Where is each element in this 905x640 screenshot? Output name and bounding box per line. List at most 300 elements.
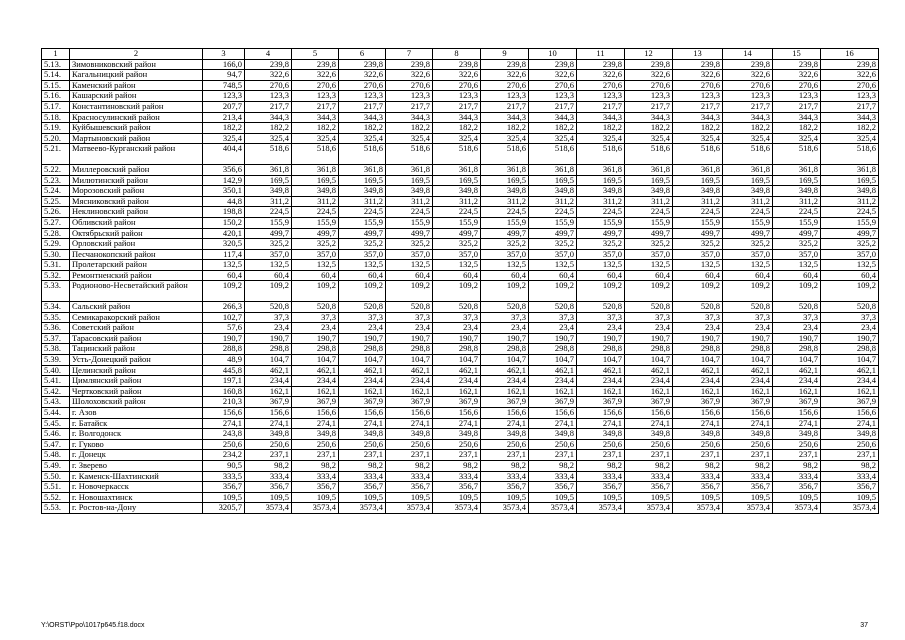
value-cell: 462,1 [773,365,821,376]
column-header: 16 [821,49,879,60]
value-cell: 322,6 [673,70,723,81]
value-cell: 325,4 [673,133,723,144]
row-name: Орловский район [70,239,203,250]
value-cell: 250,6 [433,439,481,450]
value-cell: 237,1 [386,450,433,461]
row-name: г. Ростов-на-Дону [70,503,203,514]
value-cell: 217,7 [292,101,339,112]
value-cell: 349,8 [386,429,433,440]
value-cell: 367,9 [773,397,821,408]
row-number: 5.38. [42,344,70,355]
value-cell: 356,7 [481,482,529,493]
value-cell: 239,8 [245,59,292,70]
value-cell: 344,3 [529,112,577,123]
value-cell: 234,4 [625,376,673,387]
value-cell: 109,5 [203,492,245,503]
value-cell: 349,8 [339,186,386,197]
value-cell: 520,8 [673,302,723,313]
value-cell: 367,9 [673,397,723,408]
value-cell: 333,4 [529,471,577,482]
table-row [42,471,879,482]
value-cell: 356,7 [529,482,577,493]
row-name: Милютинский район [70,175,203,186]
row-name: г. Азов [70,408,203,419]
value-cell: 518,6 [292,144,339,165]
value-cell: 420,1 [203,228,245,239]
value-cell: 217,7 [339,101,386,112]
value-cell: 109,5 [386,492,433,503]
value-cell: 162,1 [245,386,292,397]
value-cell: 162,1 [625,386,673,397]
value-cell: 499,7 [577,228,625,239]
row-number: 5.15. [42,80,70,91]
value-cell: 109,2 [723,281,773,302]
data-table [41,48,879,514]
value-cell: 198,8 [203,207,245,218]
value-cell: 237,1 [245,450,292,461]
value-cell: 109,5 [625,492,673,503]
value-cell: 325,2 [673,239,723,250]
value-cell: 160,8 [203,386,245,397]
value-cell: 224,5 [481,207,529,218]
table-row [42,503,879,514]
value-cell: 325,4 [577,133,625,144]
value-cell: 349,8 [529,429,577,440]
value-cell: 123,3 [577,91,625,102]
value-cell: 104,7 [433,355,481,366]
value-cell: 344,3 [245,112,292,123]
value-cell: 123,3 [386,91,433,102]
value-cell: 156,6 [625,408,673,419]
value-cell: 132,5 [673,260,723,271]
value-cell: 237,1 [481,450,529,461]
value-cell: 37,3 [723,312,773,323]
value-cell: 518,6 [723,144,773,165]
table-row [42,207,879,218]
value-cell: 270,6 [723,80,773,91]
value-cell: 270,6 [339,80,386,91]
value-cell: 520,8 [245,302,292,313]
value-cell: 37,3 [292,312,339,323]
value-cell: 520,8 [386,302,433,313]
value-cell: 23,4 [821,323,879,334]
value-cell: 234,4 [245,376,292,387]
value-cell: 270,6 [821,80,879,91]
value-cell: 155,9 [723,217,773,228]
value-cell: 518,6 [386,144,433,165]
value-cell: 109,2 [577,281,625,302]
value-cell: 213,4 [203,112,245,123]
value-cell: 357,0 [481,249,529,260]
value-cell: 357,0 [625,249,673,260]
value-cell: 367,9 [339,397,386,408]
value-cell: 109,2 [386,281,433,302]
value-cell: 462,1 [529,365,577,376]
row-number: 5.27. [42,217,70,228]
value-cell: 169,5 [673,175,723,186]
value-cell: 104,7 [673,355,723,366]
value-cell: 162,1 [723,386,773,397]
value-cell: 298,8 [673,344,723,355]
table-row [42,492,879,503]
value-cell: 109,5 [433,492,481,503]
value-cell: 156,6 [723,408,773,419]
row-number: 5.24. [42,186,70,197]
value-cell: 23,4 [245,323,292,334]
value-cell: 190,7 [673,333,723,344]
row-number: 5.28. [42,228,70,239]
value-cell: 155,9 [386,217,433,228]
row-name: Мясниковский район [70,196,203,207]
value-cell: 123,3 [292,91,339,102]
value-cell: 356,7 [292,482,339,493]
value-cell: 234,4 [673,376,723,387]
value-cell: 132,5 [339,260,386,271]
value-cell: 356,6 [203,164,245,175]
value-cell: 361,8 [625,164,673,175]
value-cell: 182,2 [625,123,673,134]
value-cell: 499,7 [821,228,879,239]
value-cell: 37,3 [529,312,577,323]
value-cell: 462,1 [577,365,625,376]
value-cell: 298,8 [773,344,821,355]
row-number: 5.17. [42,101,70,112]
value-cell: 23,4 [773,323,821,334]
value-cell: 60,4 [245,270,292,281]
value-cell: 37,3 [245,312,292,323]
value-cell: 156,6 [773,408,821,419]
value-cell: 190,7 [577,333,625,344]
value-cell: 311,2 [339,196,386,207]
value-cell: 197,1 [203,376,245,387]
value-cell: 3573,4 [821,503,879,514]
value-cell: 349,8 [292,186,339,197]
row-number: 5.32. [42,270,70,281]
table-row [42,450,879,461]
value-cell: 356,7 [625,482,673,493]
value-cell: 155,9 [577,217,625,228]
value-cell: 333,4 [386,471,433,482]
value-cell: 333,4 [773,471,821,482]
value-cell: 217,7 [723,101,773,112]
value-cell: 250,6 [673,439,723,450]
value-cell: 123,3 [625,91,673,102]
value-cell: 518,6 [625,144,673,165]
table-row [42,228,879,239]
value-cell: 274,1 [673,418,723,429]
row-number: 5.39. [42,355,70,366]
value-cell: 37,3 [821,312,879,323]
value-cell: 333,4 [245,471,292,482]
table-row [42,397,879,408]
value-cell: 270,6 [773,80,821,91]
row-name: Неклиновский район [70,207,203,218]
value-cell: 349,8 [386,186,433,197]
column-header: 1 [42,49,70,60]
value-cell: 234,4 [773,376,821,387]
value-cell: 344,3 [292,112,339,123]
value-cell: 322,6 [433,70,481,81]
value-cell: 325,2 [292,239,339,250]
value-cell: 217,7 [625,101,673,112]
value-cell: 224,5 [625,207,673,218]
row-name: Целинский район [70,365,203,376]
value-cell: 322,6 [625,70,673,81]
value-cell: 169,5 [386,175,433,186]
value-cell: 499,7 [433,228,481,239]
value-cell: 361,8 [292,164,339,175]
value-cell: 357,0 [673,249,723,260]
value-cell: 162,1 [292,386,339,397]
value-cell: 325,4 [292,133,339,144]
value-cell: 404,4 [203,144,245,165]
value-cell: 361,8 [481,164,529,175]
value-cell: 98,2 [773,460,821,471]
value-cell: 109,5 [245,492,292,503]
value-cell: 518,6 [481,144,529,165]
value-cell: 37,3 [625,312,673,323]
value-cell: 60,4 [821,270,879,281]
value-cell: 274,1 [481,418,529,429]
value-cell: 156,6 [386,408,433,419]
value-cell: 361,8 [433,164,481,175]
value-cell: 325,2 [723,239,773,250]
value-cell: 156,6 [481,408,529,419]
value-cell: 325,2 [245,239,292,250]
value-cell: 98,2 [245,460,292,471]
value-cell: 166,0 [203,59,245,70]
value-cell: 23,4 [673,323,723,334]
value-cell: 270,6 [529,80,577,91]
row-name: Матвеево-Курганский район [70,144,203,165]
value-cell: 250,6 [481,439,529,450]
value-cell: 190,7 [292,333,339,344]
value-cell: 210,3 [203,397,245,408]
value-cell: 325,2 [481,239,529,250]
row-name: г. Батайск [70,418,203,429]
value-cell: 156,6 [529,408,577,419]
value-cell: 162,1 [433,386,481,397]
value-cell: 274,1 [433,418,481,429]
value-cell: 109,5 [339,492,386,503]
value-cell: 518,6 [339,144,386,165]
value-cell: 3573,4 [386,503,433,514]
value-cell: 239,8 [673,59,723,70]
value-cell: 462,1 [723,365,773,376]
value-cell: 298,8 [529,344,577,355]
value-cell: 325,4 [245,133,292,144]
value-cell: 23,4 [339,323,386,334]
value-cell: 109,2 [673,281,723,302]
value-cell: 325,4 [433,133,481,144]
row-name: Чертковский район [70,386,203,397]
value-cell: 155,9 [481,217,529,228]
value-cell: 237,1 [292,450,339,461]
value-cell: 357,0 [529,249,577,260]
table-row [42,133,879,144]
value-cell: 325,2 [773,239,821,250]
value-cell: 60,4 [625,270,673,281]
value-cell: 23,4 [481,323,529,334]
value-cell: 325,2 [577,239,625,250]
value-cell: 322,6 [529,70,577,81]
value-cell: 356,7 [673,482,723,493]
value-cell: 356,7 [821,482,879,493]
row-number: 5.53. [42,503,70,514]
row-name: Тарасовский район [70,333,203,344]
table-row [42,270,879,281]
value-cell: 239,8 [481,59,529,70]
value-cell: 217,7 [386,101,433,112]
value-cell: 333,4 [723,471,773,482]
value-cell: 162,1 [339,386,386,397]
value-cell: 123,3 [481,91,529,102]
value-cell: 182,2 [773,123,821,134]
value-cell: 298,8 [386,344,433,355]
value-cell: 518,6 [673,144,723,165]
value-cell: 274,1 [625,418,673,429]
value-cell: 274,1 [203,418,245,429]
column-header: 11 [577,49,625,60]
value-cell: 182,2 [292,123,339,134]
value-cell: 3573,4 [723,503,773,514]
value-cell: 325,4 [529,133,577,144]
value-cell: 234,4 [481,376,529,387]
value-cell: 274,1 [386,418,433,429]
value-cell: 224,5 [577,207,625,218]
value-cell: 237,1 [773,450,821,461]
value-cell: 132,5 [723,260,773,271]
value-cell: 357,0 [821,249,879,260]
table-row [42,376,879,387]
value-cell: 190,7 [481,333,529,344]
value-cell: 270,6 [625,80,673,91]
value-cell: 132,5 [577,260,625,271]
value-cell: 520,8 [821,302,879,313]
value-cell: 169,5 [292,175,339,186]
value-cell: 270,6 [481,80,529,91]
value-cell: 109,5 [773,492,821,503]
value-cell: 239,8 [339,59,386,70]
value-cell: 311,2 [723,196,773,207]
value-cell: 60,4 [339,270,386,281]
value-cell: 224,5 [339,207,386,218]
value-cell: 274,1 [577,418,625,429]
table-row [42,439,879,450]
value-cell: 169,5 [529,175,577,186]
value-cell: 162,1 [529,386,577,397]
column-header: 3 [203,49,245,60]
row-name: г. Зверево [70,460,203,471]
value-cell: 325,2 [433,239,481,250]
value-cell: 357,0 [339,249,386,260]
value-cell: 60,4 [481,270,529,281]
value-cell: 349,8 [577,186,625,197]
value-cell: 344,3 [773,112,821,123]
value-cell: 325,2 [625,239,673,250]
value-cell: 356,7 [339,482,386,493]
value-cell: 132,5 [386,260,433,271]
value-cell: 325,4 [203,133,245,144]
value-cell: 109,2 [203,281,245,302]
table-row [42,302,879,313]
value-cell: 367,9 [625,397,673,408]
value-cell: 155,9 [339,217,386,228]
value-cell: 169,5 [723,175,773,186]
value-cell: 48,9 [203,355,245,366]
value-cell: 104,7 [245,355,292,366]
value-cell: 98,2 [433,460,481,471]
value-cell: 356,7 [577,482,625,493]
value-cell: 499,7 [386,228,433,239]
value-cell: 60,4 [773,270,821,281]
value-cell: 123,3 [821,91,879,102]
value-cell: 155,9 [245,217,292,228]
value-cell: 60,4 [723,270,773,281]
value-cell: 350,1 [203,186,245,197]
value-cell: 169,5 [625,175,673,186]
value-cell: 250,6 [339,439,386,450]
value-cell: 325,4 [386,133,433,144]
table-row [42,164,879,175]
value-cell: 90,5 [203,460,245,471]
row-number: 5.30. [42,249,70,260]
value-cell: 237,1 [673,450,723,461]
table-row [42,355,879,366]
value-cell: 349,8 [723,186,773,197]
value-cell: 325,2 [339,239,386,250]
value-cell: 123,3 [723,91,773,102]
value-cell: 162,1 [386,386,433,397]
value-cell: 234,4 [577,376,625,387]
value-cell: 104,7 [625,355,673,366]
value-cell: 182,2 [245,123,292,134]
value-cell: 322,6 [773,70,821,81]
value-cell: 361,8 [673,164,723,175]
value-cell: 237,1 [821,450,879,461]
value-cell: 322,6 [577,70,625,81]
value-cell: 60,4 [292,270,339,281]
row-number: 5.49. [42,460,70,471]
value-cell: 3573,4 [577,503,625,514]
value-cell: 322,6 [245,70,292,81]
value-cell: 462,1 [339,365,386,376]
value-cell: 182,2 [203,123,245,134]
column-header: 4 [245,49,292,60]
value-cell: 37,3 [433,312,481,323]
value-cell: 190,7 [433,333,481,344]
column-header: 6 [339,49,386,60]
value-cell: 349,8 [625,429,673,440]
value-cell: 237,1 [339,450,386,461]
row-number: 5.45. [42,418,70,429]
value-cell: 98,2 [577,460,625,471]
value-cell: 156,6 [245,408,292,419]
value-cell: 298,8 [577,344,625,355]
value-cell: 182,2 [723,123,773,134]
value-cell: 234,4 [433,376,481,387]
value-cell: 109,5 [292,492,339,503]
value-cell: 322,6 [386,70,433,81]
row-number: 5.14. [42,70,70,81]
row-name: Кашарский район [70,91,203,102]
value-cell: 224,5 [245,207,292,218]
value-cell: 234,4 [386,376,433,387]
value-cell: 325,4 [773,133,821,144]
value-cell: 37,3 [339,312,386,323]
value-cell: 190,7 [821,333,879,344]
value-cell: 325,4 [339,133,386,144]
